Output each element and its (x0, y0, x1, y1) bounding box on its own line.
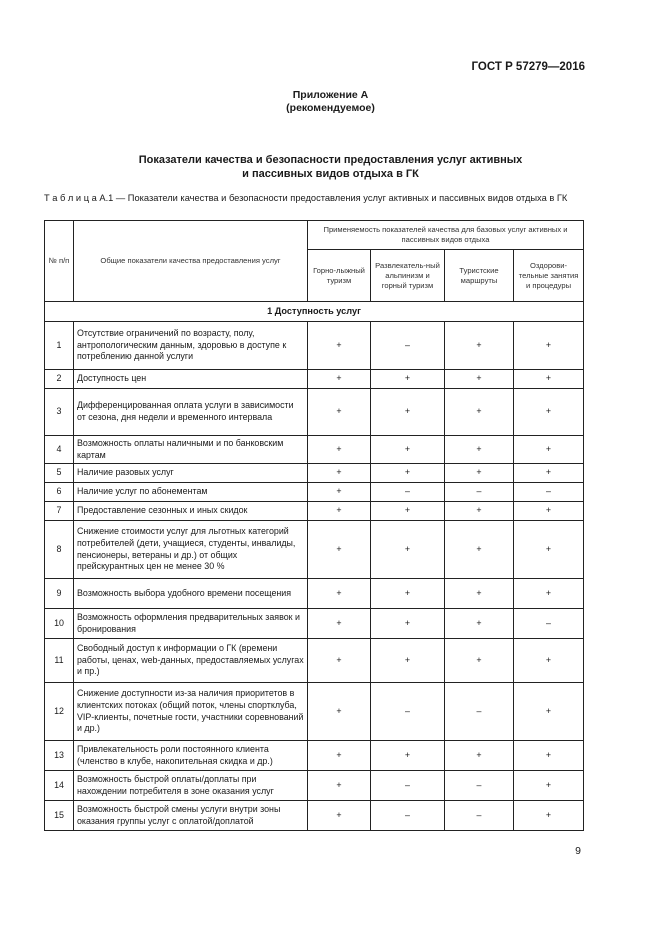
row-number: 11 (45, 639, 74, 683)
page-number: 9 (575, 845, 581, 857)
applicability-mark: + (308, 464, 371, 483)
column-header-group: Применяемость показателей качества для базовых услуг активных и пассивных видов отдыха (308, 221, 584, 250)
applicability-mark: + (371, 609, 445, 639)
indicator-text: Наличие услуг по абонементам (74, 483, 308, 502)
applicability-mark: + (445, 464, 514, 483)
page-title (0, 153, 661, 181)
applicability-mark: + (514, 521, 584, 579)
table-row (45, 322, 584, 370)
applicability-mark: + (371, 741, 445, 771)
table-row (45, 579, 584, 609)
applicability-mark: + (514, 322, 584, 370)
table-row (45, 502, 584, 521)
section-heading: 1 Доступность услуг (45, 302, 584, 322)
applicability-mark: + (371, 370, 445, 389)
row-number: 13 (45, 741, 74, 771)
table-row (45, 464, 584, 483)
indicator-text: Дифференцированная оплата услуги в зависимости от сезона, дня недели и временного интервала (74, 389, 308, 436)
applicability-mark: + (371, 464, 445, 483)
applicability-mark: – (514, 609, 584, 639)
row-number: 1 (45, 322, 74, 370)
table-row (45, 483, 584, 502)
applicability-mark: + (308, 322, 371, 370)
applicability-mark: + (371, 436, 445, 464)
indicator-text: Снижение доступности из-за наличия приоритетов в клиентских потоках (общий поток, члены спортклуба, VIP-клиенты, почетные гости, участники соревнований и др.) (74, 683, 308, 741)
table-row (45, 389, 584, 436)
title-line-1: Показатели качества и безопасности предоставления услуг активных (138, 154, 523, 166)
applicability-mark: + (445, 579, 514, 609)
applicability-mark: + (514, 771, 584, 801)
applicability-mark: + (308, 483, 371, 502)
row-number: 8 (45, 521, 74, 579)
indicator-text: Доступность цен (74, 370, 308, 389)
quality-indicators-table (44, 220, 584, 831)
row-number: 7 (45, 502, 74, 521)
applicability-mark: – (445, 801, 514, 831)
applicability-mark: + (445, 741, 514, 771)
applicability-mark: + (514, 579, 584, 609)
applicability-mark: + (514, 639, 584, 683)
applicability-mark: + (308, 683, 371, 741)
indicator-text: Возможность выбора удобного времени посещения (74, 579, 308, 609)
table-row (45, 639, 584, 683)
applicability-mark: + (308, 609, 371, 639)
indicator-text: Привлекательность роли постоянного клиента (членство в клубе, накопительная скидка и др.) (74, 741, 308, 771)
table-row (45, 521, 584, 579)
applicability-mark: + (514, 389, 584, 436)
appendix-heading (0, 89, 661, 115)
indicator-text: Предоставление сезонных и иных скидок (74, 502, 308, 521)
applicability-mark: + (308, 771, 371, 801)
appendix-title: Приложение А (292, 89, 369, 101)
applicability-mark: – (371, 483, 445, 502)
applicability-mark: + (371, 389, 445, 436)
applicability-mark: + (371, 502, 445, 521)
indicator-text: Наличие разовых услуг (74, 464, 308, 483)
applicability-mark: + (445, 502, 514, 521)
row-number: 2 (45, 370, 74, 389)
title-line-2: и пассивных видов отдыха в ГК (242, 168, 419, 180)
applicability-mark: + (445, 639, 514, 683)
column-header-routes: Туристские маршруты (445, 250, 514, 302)
applicability-mark: + (445, 322, 514, 370)
applicability-mark: + (371, 579, 445, 609)
applicability-mark: + (308, 370, 371, 389)
indicator-text: Возможность оформления предварительных заявок и бронирования (74, 609, 308, 639)
applicability-mark: + (308, 521, 371, 579)
applicability-mark: + (445, 370, 514, 389)
applicability-mark: + (371, 521, 445, 579)
applicability-mark: + (514, 502, 584, 521)
indicator-text: Возможность оплаты наличными и по банковским картам (74, 436, 308, 464)
applicability-mark: – (371, 683, 445, 741)
applicability-mark: + (308, 579, 371, 609)
applicability-mark: + (308, 389, 371, 436)
table-row (45, 436, 584, 464)
applicability-mark: – (371, 771, 445, 801)
applicability-mark: + (514, 683, 584, 741)
row-number: 14 (45, 771, 74, 801)
column-header-ski: Горно-лыжный туризм (308, 250, 371, 302)
table-row (45, 741, 584, 771)
column-header-indicator: Общие показатели качества предоставления услуг (74, 221, 308, 302)
row-number: 4 (45, 436, 74, 464)
applicability-mark: + (308, 502, 371, 521)
row-number: 3 (45, 389, 74, 436)
row-number: 15 (45, 801, 74, 831)
applicability-mark: + (514, 436, 584, 464)
applicability-mark: + (514, 464, 584, 483)
applicability-mark: – (445, 771, 514, 801)
applicability-mark: – (371, 322, 445, 370)
applicability-mark: – (445, 683, 514, 741)
row-number: 6 (45, 483, 74, 502)
applicability-mark: + (514, 370, 584, 389)
applicability-mark: + (445, 389, 514, 436)
applicability-mark: + (308, 801, 371, 831)
applicability-mark: + (308, 741, 371, 771)
applicability-mark: – (371, 801, 445, 831)
applicability-mark: – (445, 483, 514, 502)
row-number: 5 (45, 464, 74, 483)
applicability-mark: + (445, 609, 514, 639)
indicator-text: Возможность быстрой оплаты/доплаты при нахождении потребителя в зоне оказания услуг (74, 771, 308, 801)
applicability-mark: + (308, 436, 371, 464)
column-header-climbing: Развлекатель-ный альпинизм и горный туризм (371, 250, 445, 302)
appendix-subtitle: (рекомендуемое) (286, 102, 375, 114)
table-row (45, 609, 584, 639)
applicability-mark: + (371, 639, 445, 683)
table-row (45, 683, 584, 741)
applicability-mark: + (445, 521, 514, 579)
document-code: ГОСТ Р 57279—2016 (471, 61, 585, 73)
applicability-mark: + (514, 801, 584, 831)
row-number: 9 (45, 579, 74, 609)
indicator-text: Отсутствие ограничений по возрасту, полу, антропологическим данным, здоровью в доступе к потреблению данной услуги (74, 322, 308, 370)
applicability-mark: + (514, 741, 584, 771)
table-caption: Т а б л и ц а А.1 — Показатели качества и безопасности предоставления услуг активных и пассивных видов отдыха в ГК (44, 193, 568, 203)
table-row (45, 370, 584, 389)
row-number: 12 (45, 683, 74, 741)
applicability-mark: – (514, 483, 584, 502)
table-row (45, 801, 584, 831)
column-header-number: № п/п (45, 221, 74, 302)
table-row (45, 771, 584, 801)
indicator-text: Свободный доступ к информации о ГК (времени работы, ценах, web-данных, предоставляемых услугах и пр.) (74, 639, 308, 683)
indicator-text: Возможность быстрой смены услуги внутри зоны оказания группы услуг с оплатой/доплатой (74, 801, 308, 831)
applicability-mark: + (445, 436, 514, 464)
applicability-mark: + (308, 639, 371, 683)
row-number: 10 (45, 609, 74, 639)
column-header-wellness: Оздорови-тельные занятия и процедуры (514, 250, 584, 302)
indicator-text: Снижение стоимости услуг для льготных категорий потребителей (дети, учащиеся, студенты, инвалиды, пенсионеры, ветераны и др.) от общих прейскурантных цен не менее 30 % (74, 521, 308, 579)
